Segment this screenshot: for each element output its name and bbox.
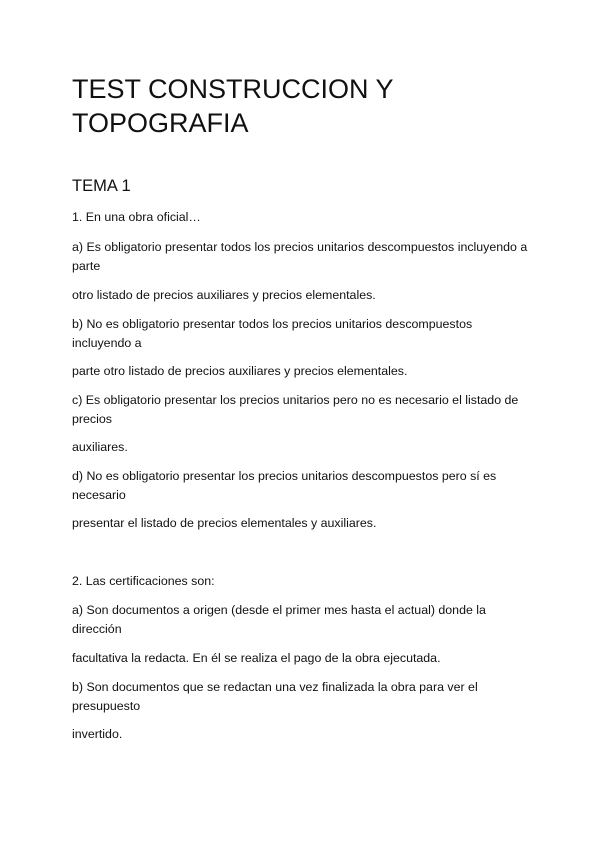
question-2-option-a-line-2: facultativa la redacta. En él se realiza el pago de la obra ejecutada. xyxy=(72,651,441,665)
question-1-option-a-line-2: otro listado de precios auxiliares y precios elementales. xyxy=(72,288,376,302)
question-1-option-d-line-1: d) No es obligatorio presentar los precios unitarios descompuestos pero sí es necesario xyxy=(72,469,497,502)
question-2-option-a-line-1: a) Son documentos a origen (desde el primer mes hasta el actual) donde la dirección xyxy=(72,603,486,636)
section-heading: TEMA 1 xyxy=(72,177,131,195)
question-1-option-d-line-2: presentar el listado de precios elementales y auxiliares. xyxy=(72,516,377,530)
question-2-option-b-line-2: invertido. xyxy=(72,727,123,741)
document-title: TEST CONSTRUCCION Y TOPOGRAFIA xyxy=(72,74,394,138)
question-1-option-c-line-1: c) Es obligatorio presentar los precios unitarios pero no es necesario el listado de precios xyxy=(72,393,519,426)
question-1: 1. En una obra oficial… xyxy=(72,210,201,224)
question-2-option-b-line-1: b) Son documentos que se redactan una vez finalizada la obra para ver el presupuesto xyxy=(72,680,478,713)
question-2: 2. Las certificaciones son: xyxy=(72,574,215,588)
question-1-option-b-line-2: parte otro listado de precios auxiliares y precios elementales. xyxy=(72,364,408,378)
question-1-option-a-line-1: a) Es obligatorio presentar todos los precios unitarios descompuestos incluyendo a parte xyxy=(72,240,528,273)
question-1-option-b-line-1: b) No es obligatorio presentar todos los precios unitarios descompuestos incluyendo a xyxy=(72,317,473,350)
question-1-option-c-line-2: auxiliares. xyxy=(72,440,128,454)
